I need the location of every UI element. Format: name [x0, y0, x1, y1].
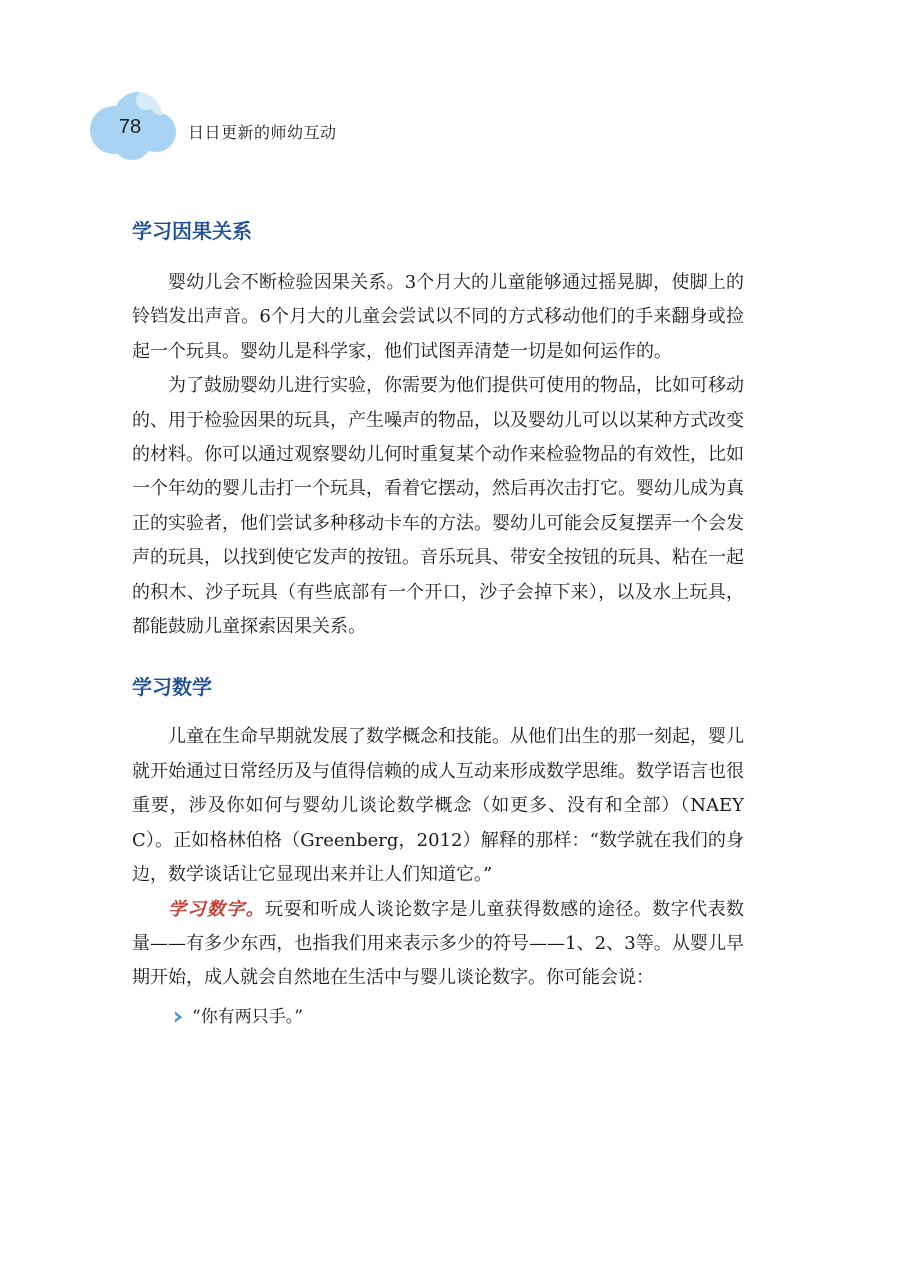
section-heading: 学习因果关系 — [132, 219, 252, 243]
bullet-item — [172, 1002, 744, 1032]
running-title: 日日更新的师幼互动 — [188, 123, 337, 142]
chevron-right-icon — [172, 1010, 186, 1024]
section-heading: 学习数学 — [132, 675, 212, 700]
body-paragraph: 儿童在生命早期就发展了数学概念和技能。从他们出生的那一刻起，婴儿就开始通过日常经历及与值得信赖的成人互动来形成数学思维。数学语言也很重要，涉及你如何与婴幼儿谈论数学概念（如更多、没有和全部）（NAEYC）。正如格林伯格（Greenberg，2012）解释的那样：“数学就在我们的身边，数学谈话让它显现出来并让人们知道它。” — [132, 726, 744, 886]
page-content — [132, 214, 744, 1032]
body-paragraph: 婴幼儿会不断检验因果关系。3个月大的儿童能够通过摇晃脚，使脚上的铃铛发出声音。6个月大的儿童会尝试以不同的方式移动他们的手来翻身或捡起一个玩具。婴幼儿是科学家，他们试图弄清楚一切是如何运作的。 — [132, 272, 744, 362]
body-paragraph: 为了鼓励婴幼儿进行实验，你需要为他们提供可使用的物品，比如可移动的、用于检验因果的玩具，产生噪声的物品，以及婴幼儿可以以某种方式改变的材料。你可以通过观察婴幼儿何时重复某个动作来检验物品的有效性，比如一个年幼的婴儿击打一个玩具，看着它摆动，然后再次击打它。婴幼儿成为真正的实验者，他们尝试多种移动卡车的方法。婴幼儿可能会反复摆弄一个会发声的玩具，以找到使它发声的按钮。音乐玩具、带安全按钮的玩具、粘在一起的积木、沙子玩具（有些底部有一个开口，沙子会掉下来），以及水上玩具，都能鼓励儿童探索因果关系。 — [132, 375, 744, 638]
bullet-text: “你有两只手。” — [192, 1006, 303, 1027]
lead-term: 学习数字。 — [168, 898, 266, 920]
lead-paragraph — [132, 893, 744, 996]
page-number: 78 — [118, 116, 142, 138]
section-cause-effect — [132, 214, 744, 644]
section-math — [132, 670, 744, 1031]
lead-paragraph-text: 玩耍和听成人谈论数字是儿童获得数感的途径。数字代表数量——有多少东西，也指我们用来表示多少的符号——1、2、3等。从婴儿早期开始，成人就会自然地在生活中与婴儿谈论数字。你可能会说： — [132, 898, 745, 989]
